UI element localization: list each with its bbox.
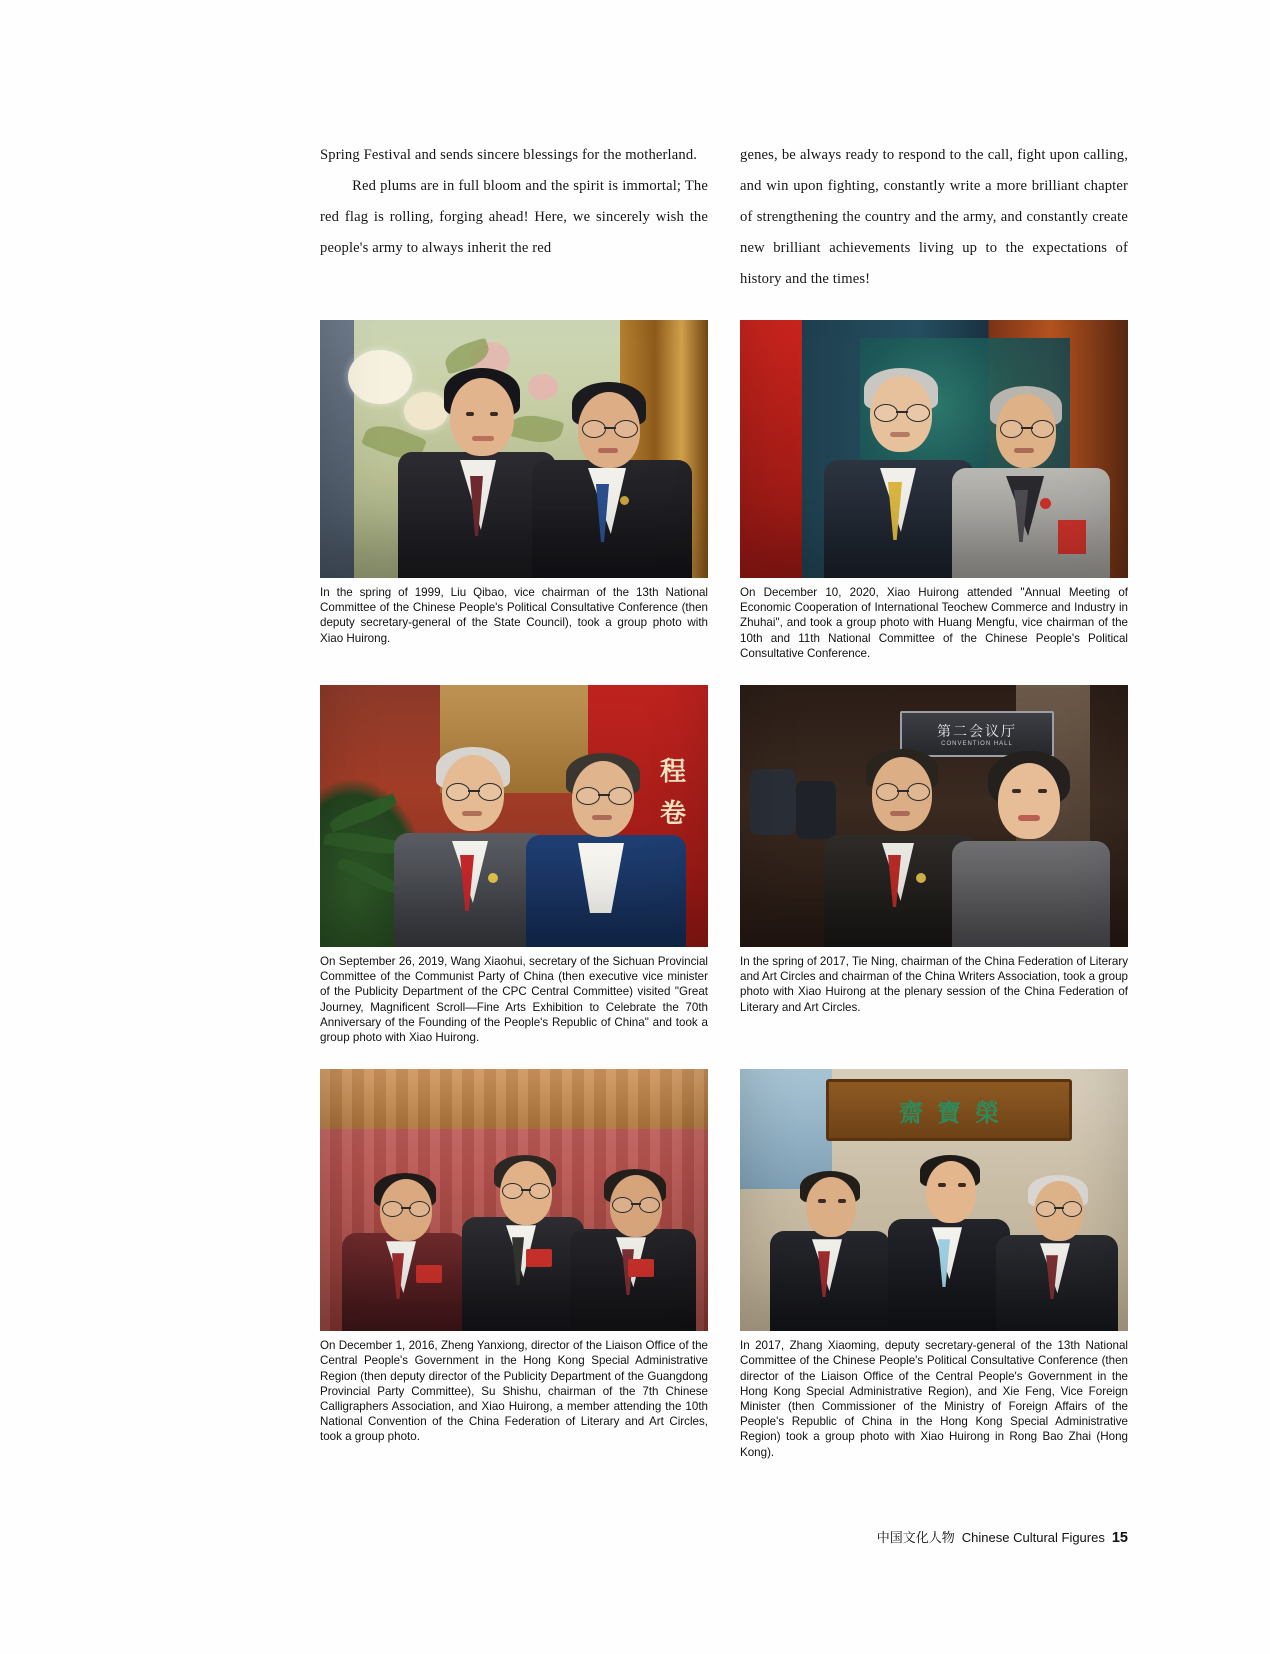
figure-row-2 — [320, 685, 1128, 1045]
figure-grid — [320, 320, 1128, 1460]
plaque-char-1: 齋 — [899, 1098, 923, 1127]
figure-6 — [740, 1069, 1128, 1460]
figure-6-caption: In 2017, Zhang Xiaoming, deputy secretary-general of the 13th National Committee of the Chinese People's Political Consultative Conference (then director of the Liaison Office of the Central People's Government in the Hong Kong Special Administrative Region), and Xie Feng, Vice Foreign Minister (then Commissioner of the Ministry of Foreign Affairs of the People's Republic of China in the Hong Kong Special Administrative Region) took a group photo with Xiao Huirong in Rong Bao Zhai (Hong Kong). — [740, 1339, 1128, 1459]
plaque-char-3: 榮 — [975, 1098, 999, 1127]
paragraph-right-1: genes, be always ready to respond to the call, fight upon calling, and win upon fighting, constantly write a more brilliant chapter of strengthening the country and the army, and constantly create new brilliant achievements living up to the expectations of history and the times! — [740, 147, 1128, 287]
glasses-icon — [612, 1197, 660, 1211]
figure-3-photo — [320, 685, 708, 947]
figure-1-photo — [320, 320, 708, 578]
glasses-icon — [876, 783, 930, 799]
figure-3 — [320, 685, 708, 1045]
figure-4-caption: In the spring of 2017, Tie Ning, chairman of the China Federation of Literary and Art Circles and chairman of the China Writers Association, took a group photo with Xiao Huirong at the plenary session of the China Federation of Literary and Art Circles. — [740, 955, 1128, 1014]
figure-row-3 — [320, 1069, 1128, 1460]
figure-2-photo — [740, 320, 1128, 578]
glasses-icon — [1036, 1201, 1082, 1215]
figure-2-caption: On December 10, 2020, Xiao Huirong attended "Annual Meeting of Economic Cooperation of International Teochew Commerce and Industry in Zhuhai", and took a group photo with Huang Mengfu, vice chairman of the 10th and 11th National Committee of the Chinese People's Political Consultative Conference. — [740, 586, 1128, 660]
article-body — [320, 140, 1128, 295]
page-number: 15 — [1111, 1530, 1128, 1546]
figure-1-caption: In the spring of 1999, Liu Qibao, vice chairman of the 13th National Committee of the Chinese People's Political Consultative Conference (then deputy secretary-general of the State Council), took a group photo with Xiao Huirong. — [320, 586, 708, 645]
figure-5-photo — [320, 1069, 708, 1331]
figure-4-photo — [740, 685, 1128, 947]
plaque-char-2: 寶 — [937, 1098, 961, 1127]
text-column-right — [740, 140, 1128, 295]
glasses-icon — [502, 1183, 550, 1197]
page-footer — [877, 1527, 1128, 1546]
publication-name-english: Chinese Cultural Figures — [961, 1530, 1105, 1545]
hall-sign-english: CONVENTION HALL — [941, 741, 1013, 748]
banner-char-2: 卷 — [659, 799, 686, 830]
figure-6-photo — [740, 1069, 1128, 1331]
hall-sign-chinese: 第二会议厅 — [937, 724, 1017, 741]
glasses-icon — [446, 783, 502, 799]
publication-name-chinese: 中国文化人物 — [876, 1531, 955, 1546]
paragraph-left-1: Spring Festival and sends sincere blessings for the motherland. — [320, 147, 698, 163]
glasses-icon — [1000, 420, 1054, 436]
figure-1 — [320, 320, 708, 646]
glasses-icon — [874, 404, 930, 420]
glasses-icon — [582, 420, 638, 436]
text-column-left — [320, 140, 708, 295]
figure-2 — [740, 320, 1128, 661]
shop-plaque — [826, 1079, 1072, 1141]
paragraph-left-2: Red plums are in full bloom and the spirit is immortal; The red flag is rolling, forging ahead! Here, we sincerely wish the people's army to always inherit the red — [320, 178, 708, 256]
glasses-icon — [576, 787, 632, 803]
figure-5-caption: On December 1, 2016, Zheng Yanxiong, director of the Liaison Office of the Central People's Government in the Hong Kong Special Administrative Region (then deputy director of the Publicity Department of the Guangdong Provincial Party Committee), Su Shishu, chairman of the 7th Chinese Calligraphers Association, and Xiao Huirong, a member attending the 10th National Convention of the China Federation of Literary and Art Circles, took a group photo. — [320, 1339, 708, 1444]
banner-char-1: 程 — [659, 757, 686, 788]
figure-5 — [320, 1069, 708, 1444]
figure-row-1 — [320, 320, 1128, 661]
glasses-icon — [382, 1201, 430, 1215]
figure-3-caption: On September 26, 2019, Wang Xiaohui, secretary of the Sichuan Provincial Committee of the Communist Party of China (then executive vice minister of the Publicity Department of the CPC Central Committee) visited "Great Journey, Magnificent Scroll—Fine Arts Exhibition to Celebrate the 70th Anniversary of the Founding of the People's Republic of China" and took a group photo with Xiao Huirong. — [320, 955, 708, 1045]
figure-4 — [740, 685, 1128, 1015]
